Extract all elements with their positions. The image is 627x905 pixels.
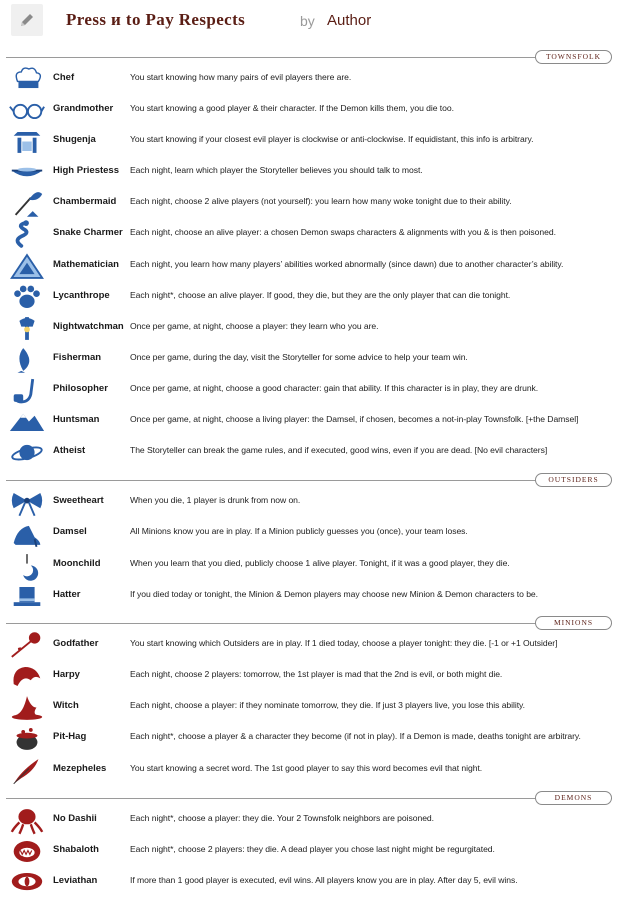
quill-icon xyxy=(8,755,46,786)
character-name[interactable]: Huntsman xyxy=(53,414,100,425)
spectacles-icon xyxy=(8,95,46,126)
triangle-icon xyxy=(8,251,46,282)
character-name[interactable]: Snake Charmer xyxy=(53,227,123,238)
script-title: Press и to Pay Respects xyxy=(66,10,246,29)
character-name[interactable]: Leviathan xyxy=(53,875,98,886)
character-row[interactable] xyxy=(0,313,627,344)
character-ability: You start knowing which Outsiders are in play. If 1 died today, choose a player tonight: they die. [-1 or +1 Outsider] xyxy=(130,638,558,648)
character-ability: All Minions know you are in play. If a Minion publicly guesses you (once), your team loses. xyxy=(130,526,468,536)
character-name[interactable]: Harpy xyxy=(53,669,80,680)
character-row[interactable] xyxy=(0,755,627,786)
divider-outsiders xyxy=(6,473,612,487)
moon-icon xyxy=(8,550,46,581)
character-row[interactable] xyxy=(0,344,627,375)
character-ability: When you die, 1 player is drunk from now on. xyxy=(130,495,301,505)
character-ability: Each night, you learn how many players’ abilities worked abnormally (since dawn) due to another character’s ability. xyxy=(130,259,564,269)
character-ability: You start knowing a good player & their character. If the Demon kills them, you die too. xyxy=(130,103,454,113)
character-row[interactable] xyxy=(0,219,627,250)
team-label-townsfolk: TOWNSFOLK xyxy=(535,50,612,64)
character-ability: The Storyteller can break the game rules, and if executed, good wins, even if you are dead. [No evil characters] xyxy=(130,445,548,455)
character-ability: Each night, learn which player the Storyteller believes you should talk to most. xyxy=(130,165,423,175)
maw-icon xyxy=(8,836,46,867)
character-row[interactable] xyxy=(0,518,627,549)
character-ability: Each night*, choose an alive player. If good, they die, but they are the only player that can die tonight. xyxy=(130,290,511,300)
character-name[interactable]: Hatter xyxy=(53,589,81,600)
character-ability: Each night, choose a player: if they nominate tomorrow, they die. If just 3 players live, you lose this ability. xyxy=(130,700,526,710)
bowl-icon xyxy=(8,157,46,188)
shrine-icon xyxy=(8,126,46,157)
character-row[interactable] xyxy=(0,375,627,406)
character-ability: You start knowing how many pairs of evil players there are. xyxy=(130,72,352,82)
paw-icon xyxy=(8,282,46,313)
pipe-icon xyxy=(8,375,46,406)
character-name[interactable]: Witch xyxy=(53,700,79,711)
character-row[interactable] xyxy=(0,692,627,723)
character-ability: Once per game, at night, choose a good character: gain that ability. If this character is in play, they are drunk. xyxy=(130,383,539,393)
edit-button[interactable] xyxy=(11,4,43,36)
snake-icon xyxy=(8,219,46,250)
character-row[interactable] xyxy=(0,157,627,188)
character-ability: When you learn that you died, publicly choose 1 alive player. Tonight, if it was a good player, they die. xyxy=(130,558,510,568)
character-name[interactable]: Moonchild xyxy=(53,558,101,569)
character-row[interactable] xyxy=(0,251,627,282)
character-row[interactable] xyxy=(0,550,627,581)
character-name[interactable]: Chambermaid xyxy=(53,196,117,207)
character-name[interactable]: Shugenja xyxy=(53,134,96,145)
character-name[interactable]: Shabaloth xyxy=(53,844,99,855)
character-name[interactable]: Nightwatchman xyxy=(53,321,124,332)
character-ability: Each night, choose 2 alive players (not yourself): you learn how many woke tonight due to their ability. xyxy=(130,196,512,206)
character-name[interactable]: No Dashii xyxy=(53,813,97,824)
fish-icon xyxy=(8,344,46,375)
header xyxy=(0,0,627,44)
character-row[interactable] xyxy=(0,64,627,95)
character-ability: Each night*, choose a player: they die. Your 2 Townsfolk neighbors are poisoned. xyxy=(130,813,434,823)
character-row[interactable] xyxy=(0,867,627,898)
character-name[interactable]: Fisherman xyxy=(53,352,102,363)
character-name[interactable]: Grandmother xyxy=(53,103,114,114)
character-row[interactable] xyxy=(0,630,627,661)
mountain-icon xyxy=(8,406,46,437)
top-hat-icon xyxy=(8,581,46,612)
feather-duster-icon xyxy=(8,188,46,219)
divider-demons xyxy=(6,791,612,805)
witch-hat-icon xyxy=(8,692,46,723)
character-name[interactable]: Lycanthrope xyxy=(53,290,110,301)
character-ability: If you died today or tonight, the Minion & Demon players may choose new Minion & Demon characters to be. xyxy=(130,589,538,599)
character-row[interactable] xyxy=(0,581,627,612)
harpy-icon xyxy=(8,661,46,692)
character-name[interactable]: Damsel xyxy=(53,526,87,537)
character-ability: Once per game, during the day, visit the Storyteller for some advice to help your team win. xyxy=(130,352,468,362)
bow-icon xyxy=(8,487,46,518)
character-row[interactable] xyxy=(0,406,627,437)
serpent-eye-icon xyxy=(8,867,46,898)
character-name[interactable]: Mezepheles xyxy=(53,763,107,774)
character-ability: Each night*, choose 2 players: they die. A dead player you chose last night might be regurgitated. xyxy=(130,844,495,854)
character-ability: If more than 1 good player is executed, evil wins. All players know you are in play. After day 5, evil wins. xyxy=(130,875,518,885)
character-name[interactable]: Godfather xyxy=(53,638,99,649)
team-label-demons: DEMONS xyxy=(535,791,612,805)
character-ability: You start knowing a secret word. The 1st good player to say this word becomes evil that night. xyxy=(130,763,483,773)
chef-hat-icon xyxy=(8,64,46,95)
character-ability: Once per game, at night, choose a player: they learn who you are. xyxy=(130,321,379,331)
character-row[interactable] xyxy=(0,836,627,867)
character-name[interactable]: Philosopher xyxy=(53,383,108,394)
character-row[interactable] xyxy=(0,805,627,836)
octopus-icon xyxy=(8,805,46,836)
character-ability: You start knowing if your closest evil player is clockwise or anti-clockwise. If equidistant, this info is arbitrary. xyxy=(130,134,534,144)
team-label-outsiders: OUTSIDERS xyxy=(535,473,612,487)
character-row[interactable] xyxy=(0,282,627,313)
character-ability: Each night*, choose a player & a character they become (if not in play). If a Demon is made, deaths tonight are arbitrary. xyxy=(130,731,581,741)
character-name[interactable]: Atheist xyxy=(53,445,86,456)
script-author[interactable]: Author xyxy=(327,12,372,29)
character-ability: Each night, choose an alive player: a chosen Demon swaps characters & alignments with you & is then poisoned. xyxy=(130,227,556,237)
character-name[interactable]: Sweetheart xyxy=(53,495,104,506)
divider-minions xyxy=(6,616,612,630)
by-label: by xyxy=(300,13,315,29)
character-row[interactable] xyxy=(0,437,627,468)
character-name[interactable]: Pit-Hag xyxy=(53,731,87,742)
character-ability: Each night, choose 2 players: tomorrow, the 1st player is mad that the 2nd is evil, or both might die. xyxy=(130,669,503,679)
team-label-minions: MINIONS xyxy=(535,616,612,630)
character-row[interactable] xyxy=(0,126,627,157)
slipper-icon xyxy=(8,518,46,549)
character-ability: Once per game, at night, choose a living player: the Damsel, if chosen, becomes a not-in-play Townsfolk. [+the Damsel] xyxy=(130,414,579,424)
character-row[interactable] xyxy=(0,95,627,126)
character-row[interactable] xyxy=(0,661,627,692)
character-name[interactable]: Chef xyxy=(53,72,75,83)
character-name[interactable]: High Priestess xyxy=(53,165,119,176)
pencil-icon xyxy=(19,12,35,28)
divider-townsfolk xyxy=(6,50,612,64)
lamp-icon xyxy=(8,313,46,344)
character-row[interactable] xyxy=(0,188,627,219)
character-row[interactable] xyxy=(0,723,627,754)
rose-icon xyxy=(8,630,46,661)
planet-icon xyxy=(8,437,46,468)
cauldron-icon xyxy=(8,723,46,754)
character-name[interactable]: Mathematician xyxy=(53,259,119,270)
character-row[interactable] xyxy=(0,487,627,518)
